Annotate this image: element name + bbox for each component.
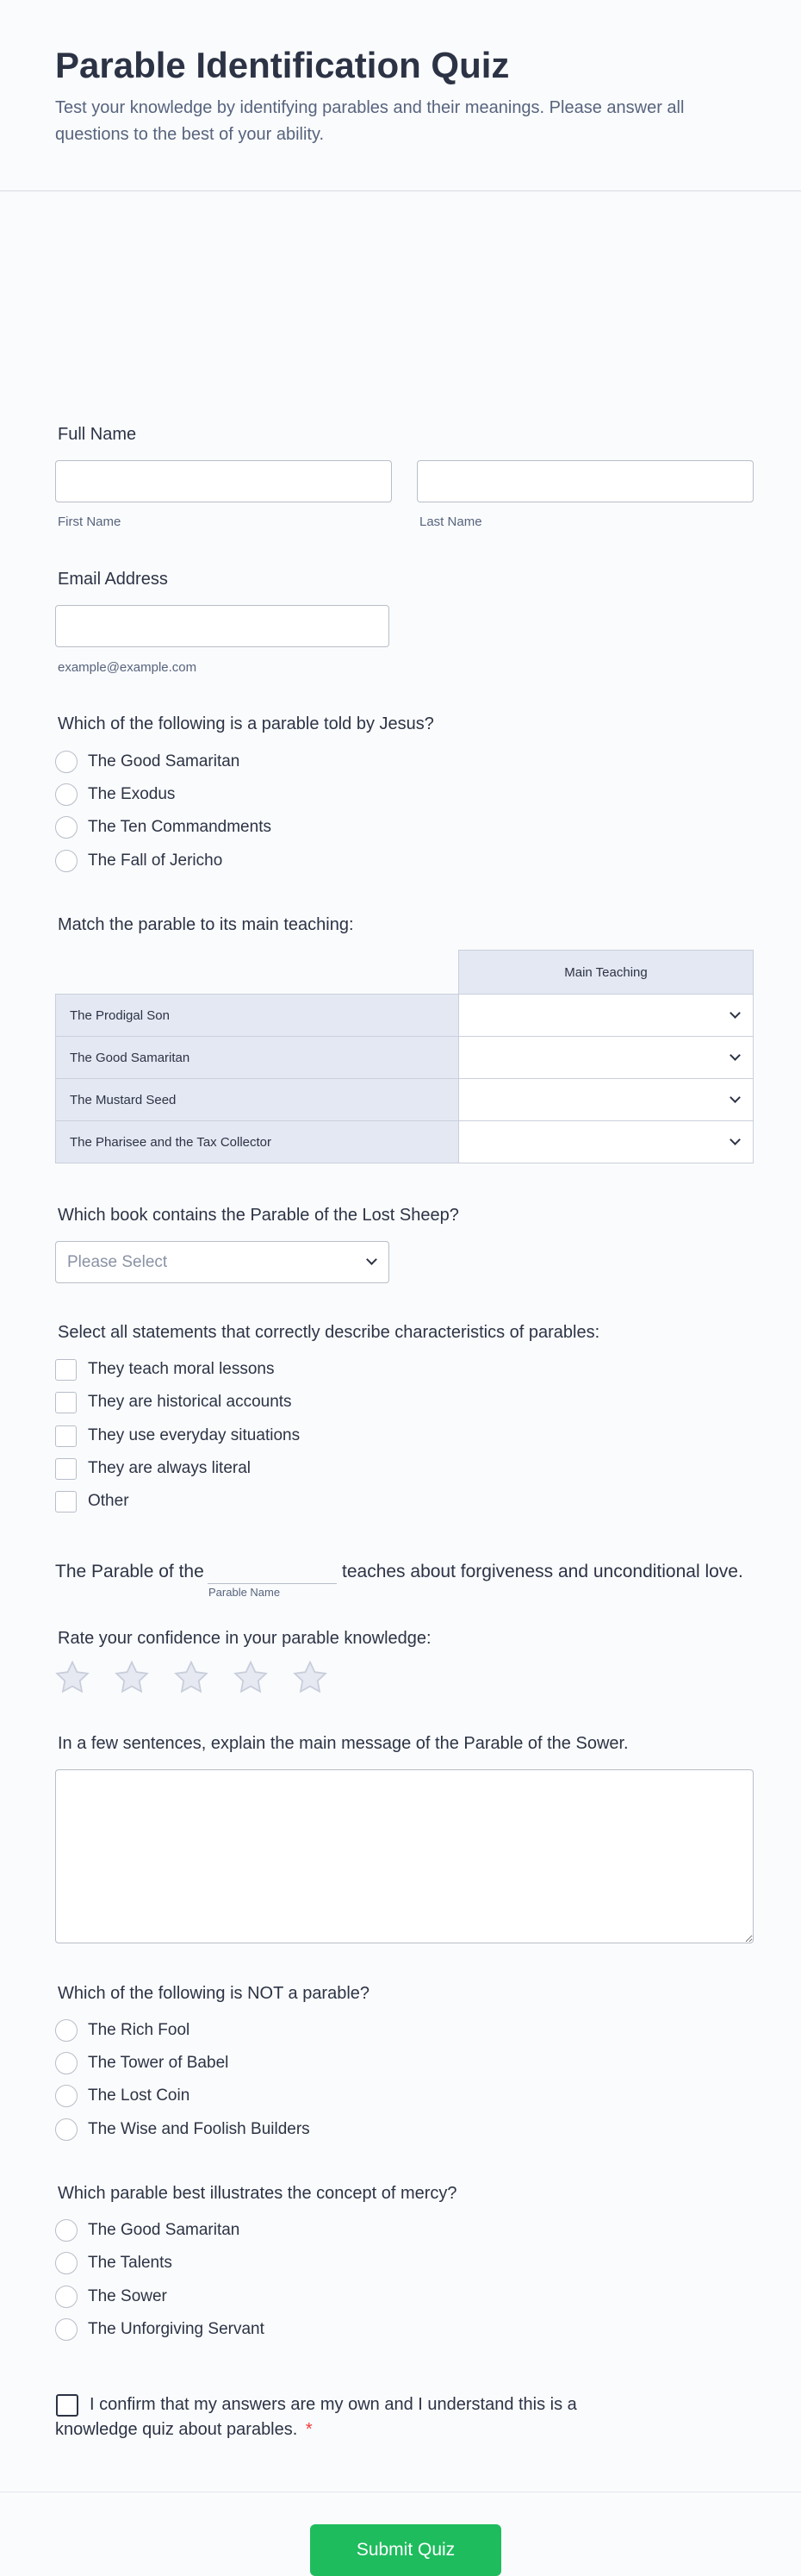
star-icon[interactable] bbox=[292, 1660, 328, 1696]
characteristics-option[interactable]: They are historical accounts bbox=[55, 1389, 292, 1415]
full-name-label: Full Name bbox=[58, 425, 137, 444]
q-mercy-option[interactable]: The Sower bbox=[55, 2284, 167, 2310]
star-icon[interactable] bbox=[54, 1660, 90, 1696]
chevron-down-icon bbox=[730, 1007, 741, 1019]
radio-button[interactable] bbox=[55, 2286, 78, 2308]
book-select[interactable] bbox=[55, 1241, 389, 1283]
matrix-row-label: The Pharisee and the Tax Collector bbox=[55, 1120, 459, 1163]
radio-button[interactable] bbox=[55, 2019, 78, 2042]
checkbox[interactable] bbox=[55, 1491, 77, 1513]
checkbox[interactable] bbox=[55, 1359, 77, 1381]
matrix-row-label: The Mustard Seed bbox=[55, 1078, 459, 1121]
radio-button[interactable] bbox=[55, 2118, 78, 2141]
star-icon[interactable] bbox=[173, 1660, 209, 1696]
radio-button[interactable] bbox=[55, 2318, 78, 2341]
book-label: Which book contains the Parable of the Lost Sheep? bbox=[58, 1206, 459, 1225]
matrix-column-header: Main Teaching bbox=[458, 950, 754, 995]
matrix-select[interactable] bbox=[458, 994, 754, 1037]
required-asterisk: * bbox=[305, 2420, 313, 2439]
chevron-down-icon bbox=[730, 1092, 741, 1103]
first-name-input[interactable] bbox=[55, 460, 392, 502]
q-mercy-option[interactable]: The Talents bbox=[55, 2250, 172, 2276]
q1-option[interactable]: The Exodus bbox=[55, 782, 175, 808]
essay-label: In a few sentences, explain the main message of the Parable of the Sower. bbox=[58, 1734, 629, 1753]
last-name-input[interactable] bbox=[417, 460, 754, 502]
radio-button[interactable] bbox=[55, 2219, 78, 2242]
characteristics-option[interactable]: Other bbox=[55, 1488, 129, 1514]
radio-button[interactable] bbox=[55, 816, 78, 839]
checkbox[interactable] bbox=[55, 1458, 77, 1480]
characteristics-label: Select all statements that correctly describe characteristics of parables: bbox=[58, 1323, 600, 1342]
matrix-row-label: The Prodigal Son bbox=[55, 994, 459, 1037]
q1-option[interactable]: The Fall of Jericho bbox=[55, 848, 222, 874]
chevron-down-icon bbox=[730, 1050, 741, 1061]
confirm-text-line2: knowledge quiz about parables. * bbox=[55, 2420, 313, 2439]
star-icon[interactable] bbox=[233, 1660, 269, 1696]
star-icon[interactable] bbox=[114, 1660, 150, 1696]
first-name-sublabel: First Name bbox=[58, 515, 121, 529]
matrix-select[interactable] bbox=[458, 1078, 754, 1121]
matrix-select[interactable] bbox=[458, 1120, 754, 1163]
email-sublabel: example@example.com bbox=[58, 660, 197, 675]
parable-name-sublabel: Parable Name bbox=[208, 1586, 281, 1599]
q-not-option[interactable]: The Lost Coin bbox=[55, 2083, 189, 2109]
chevron-down-icon bbox=[366, 1254, 377, 1265]
q-not-option[interactable]: The Tower of Babel bbox=[55, 2050, 228, 2076]
matrix-label: Match the parable to its main teaching: bbox=[58, 915, 354, 934]
q-mercy-option[interactable]: The Good Samaritan bbox=[55, 2217, 239, 2243]
radio-button[interactable] bbox=[55, 751, 78, 773]
form-title: Parable Identification Quiz bbox=[55, 45, 510, 85]
chevron-down-icon bbox=[730, 1134, 741, 1145]
characteristics-option[interactable]: They use everyday situations bbox=[55, 1423, 300, 1449]
form-header bbox=[0, 0, 801, 191]
checkbox[interactable] bbox=[55, 1425, 77, 1447]
characteristics-option[interactable]: They are always literal bbox=[55, 1456, 251, 1481]
last-name-sublabel: Last Name bbox=[419, 515, 482, 529]
fill-blank-suffix: teaches about forgiveness and unconditional love. bbox=[342, 1562, 743, 1581]
radio-button[interactable] bbox=[55, 850, 78, 872]
q-not-label: Which of the following is NOT a parable? bbox=[58, 1984, 370, 2003]
fill-blank-prefix: The Parable of the bbox=[55, 1562, 204, 1581]
q-mercy-option[interactable]: The Unforgiving Servant bbox=[55, 2317, 264, 2342]
q-not-option[interactable]: The Rich Fool bbox=[55, 2018, 189, 2043]
matrix-row-label: The Good Samaritan bbox=[55, 1036, 459, 1079]
email-input[interactable] bbox=[55, 605, 389, 647]
q-not-option[interactable]: The Wise and Foolish Builders bbox=[55, 2117, 310, 2143]
confirm-text-line1: I confirm that my answers are my own and I understand this is a bbox=[90, 2395, 577, 2414]
q-mercy-label: Which parable best illustrates the concept of mercy? bbox=[58, 2184, 457, 2203]
matrix-select[interactable] bbox=[458, 1036, 754, 1079]
submit-button[interactable]: Submit Quiz bbox=[310, 2524, 501, 2576]
parable-name-input[interactable] bbox=[208, 1560, 337, 1584]
radio-button[interactable] bbox=[55, 2252, 78, 2274]
radio-button[interactable] bbox=[55, 783, 78, 806]
essay-textarea[interactable] bbox=[55, 1769, 754, 1943]
book-select-placeholder: Please Select bbox=[67, 1253, 168, 1271]
confirm-checkbox[interactable] bbox=[56, 2394, 78, 2417]
form-subtitle: Test your knowledge by identifying parables and their meanings. Please answer all questions to the best of your ability. bbox=[55, 98, 685, 144]
q1-label: Which of the following is a parable told by Jesus? bbox=[58, 714, 434, 733]
q1-option[interactable]: The Ten Commandments bbox=[55, 814, 271, 840]
radio-button[interactable] bbox=[55, 2052, 78, 2074]
characteristics-option[interactable]: They teach moral lessons bbox=[55, 1357, 275, 1382]
checkbox[interactable] bbox=[55, 1392, 77, 1413]
radio-button[interactable] bbox=[55, 2085, 78, 2107]
email-label: Email Address bbox=[58, 570, 168, 589]
rating-label: Rate your confidence in your parable knowledge: bbox=[58, 1629, 432, 1648]
q1-option[interactable]: The Good Samaritan bbox=[55, 749, 239, 775]
